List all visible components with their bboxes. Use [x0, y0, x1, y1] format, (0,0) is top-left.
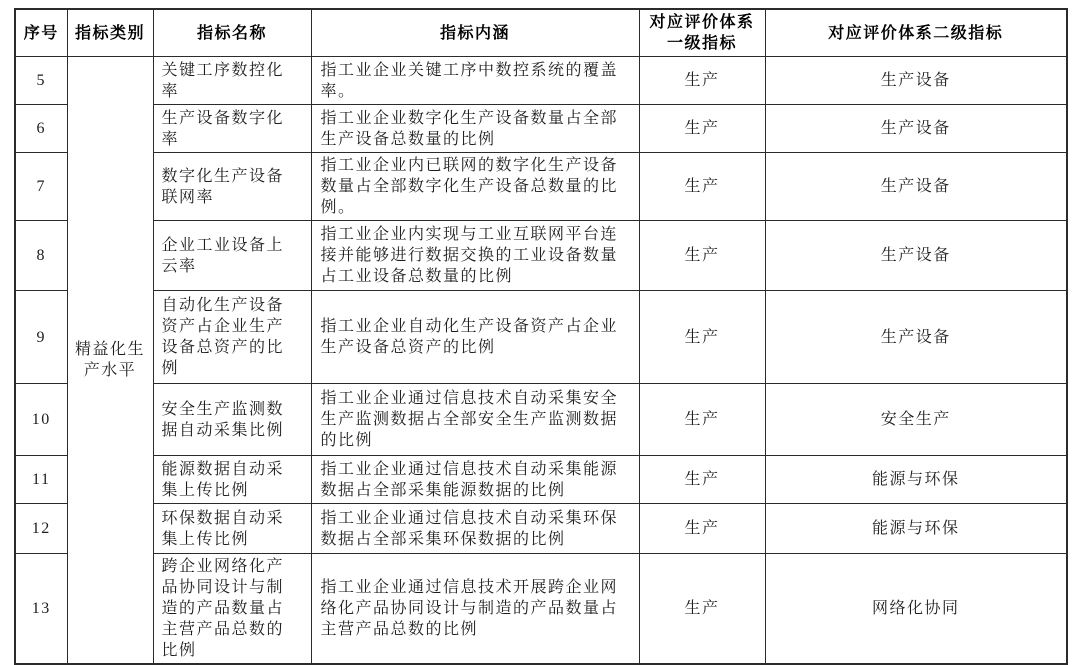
- row-number-cell: 11: [15, 456, 67, 504]
- level1-indicator-cell: 生产: [639, 504, 765, 554]
- table-row: [15, 57, 1067, 105]
- header-level2: 对应评价体系二级指标: [765, 9, 1067, 57]
- header-meaning: 指标内涵: [311, 9, 639, 57]
- indicator-meaning-cell: 指工业企业内已联网的数字化生产设备数量占全部数字化生产设备总数量的比例。: [311, 153, 639, 221]
- header-name: 指标名称: [153, 9, 311, 57]
- row-number-cell: 10: [15, 384, 67, 456]
- level2-indicator-cell: 安全生产: [765, 384, 1067, 456]
- level2-indicator-cell: 生产设备: [765, 57, 1067, 105]
- row-number-cell: 12: [15, 504, 67, 554]
- row-number-cell: 8: [15, 221, 67, 291]
- header-no: 序号: [15, 9, 67, 57]
- indicator-meaning-cell: 指工业企业自动化生产设备资产占企业生产设备总资产的比例: [311, 291, 639, 384]
- row-number-cell: 5: [15, 57, 67, 105]
- indicator-name-cell: 数字化生产设备联网率: [153, 153, 311, 221]
- table-row: [15, 105, 1067, 153]
- level1-indicator-cell: 生产: [639, 384, 765, 456]
- level1-indicator-cell: 生产: [639, 221, 765, 291]
- indicator-name-cell: 自动化生产设备资产占企业生产设备总资产的比例: [153, 291, 311, 384]
- header-level1: 对应评价体系一级指标: [639, 9, 765, 57]
- level2-indicator-cell: 能源与环保: [765, 456, 1067, 504]
- level2-indicator-cell: 生产设备: [765, 221, 1067, 291]
- level1-indicator-cell: 生产: [639, 153, 765, 221]
- indicator-meaning-cell: 指工业企业通过信息技术开展跨企业网络化产品协同设计与制造的产品数量占主营产品总数的比例: [311, 554, 639, 665]
- indicator-name-cell: 能源数据自动采集上传比例: [153, 456, 311, 504]
- table-row: [15, 384, 1067, 456]
- level2-indicator-cell: 生产设备: [765, 105, 1067, 153]
- indicator-meaning-cell: 指工业企业关键工序中数控系统的覆盖率。: [311, 57, 639, 105]
- table-row: [15, 153, 1067, 221]
- indicator-table: [14, 8, 1068, 665]
- level2-indicator-cell: 生产设备: [765, 291, 1067, 384]
- level2-indicator-cell: 网络化协同: [765, 554, 1067, 665]
- indicator-name-cell: 企业工业设备上云率: [153, 221, 311, 291]
- indicator-name-cell: 关键工序数控化率: [153, 57, 311, 105]
- indicator-name-cell: 生产设备数字化率: [153, 105, 311, 153]
- level2-indicator-cell: 生产设备: [765, 153, 1067, 221]
- table-row: [15, 554, 1067, 665]
- row-number-cell: 9: [15, 291, 67, 384]
- indicator-meaning-cell: 指工业企业通过信息技术自动采集能源数据占全部采集能源数据的比例: [311, 456, 639, 504]
- level1-indicator-cell: 生产: [639, 291, 765, 384]
- level1-indicator-cell: 生产: [639, 456, 765, 504]
- header-category: 指标类别: [67, 9, 153, 57]
- level1-indicator-cell: 生产: [639, 105, 765, 153]
- table-row: [15, 504, 1067, 554]
- indicator-name-cell: 跨企业网络化产品协同设计与制造的产品数量占主营产品总数的比例: [153, 554, 311, 665]
- category-cell: 精益化生产水平: [67, 57, 153, 665]
- table-header-row: [15, 9, 1067, 57]
- table-body: [15, 57, 1067, 665]
- indicator-meaning-cell: 指工业企业内实现与工业互联网平台连接并能够进行数据交换的工业设备数量占工业设备总数量的比例: [311, 221, 639, 291]
- indicator-name-cell: 安全生产监测数据自动采集比例: [153, 384, 311, 456]
- table-row: [15, 456, 1067, 504]
- level1-indicator-cell: 生产: [639, 554, 765, 665]
- indicator-meaning-cell: 指工业企业通过信息技术自动采集安全生产监测数据占全部安全生产监测数据的比例: [311, 384, 639, 456]
- indicator-meaning-cell: 指工业企业数字化生产设备数量占全部生产设备总数量的比例: [311, 105, 639, 153]
- indicator-meaning-cell: 指工业企业通过信息技术自动采集环保数据占全部采集环保数据的比例: [311, 504, 639, 554]
- table-row: [15, 221, 1067, 291]
- level2-indicator-cell: 能源与环保: [765, 504, 1067, 554]
- table-row: [15, 291, 1067, 384]
- row-number-cell: 6: [15, 105, 67, 153]
- level1-indicator-cell: 生产: [639, 57, 765, 105]
- indicator-name-cell: 环保数据自动采集上传比例: [153, 504, 311, 554]
- row-number-cell: 13: [15, 554, 67, 665]
- row-number-cell: 7: [15, 153, 67, 221]
